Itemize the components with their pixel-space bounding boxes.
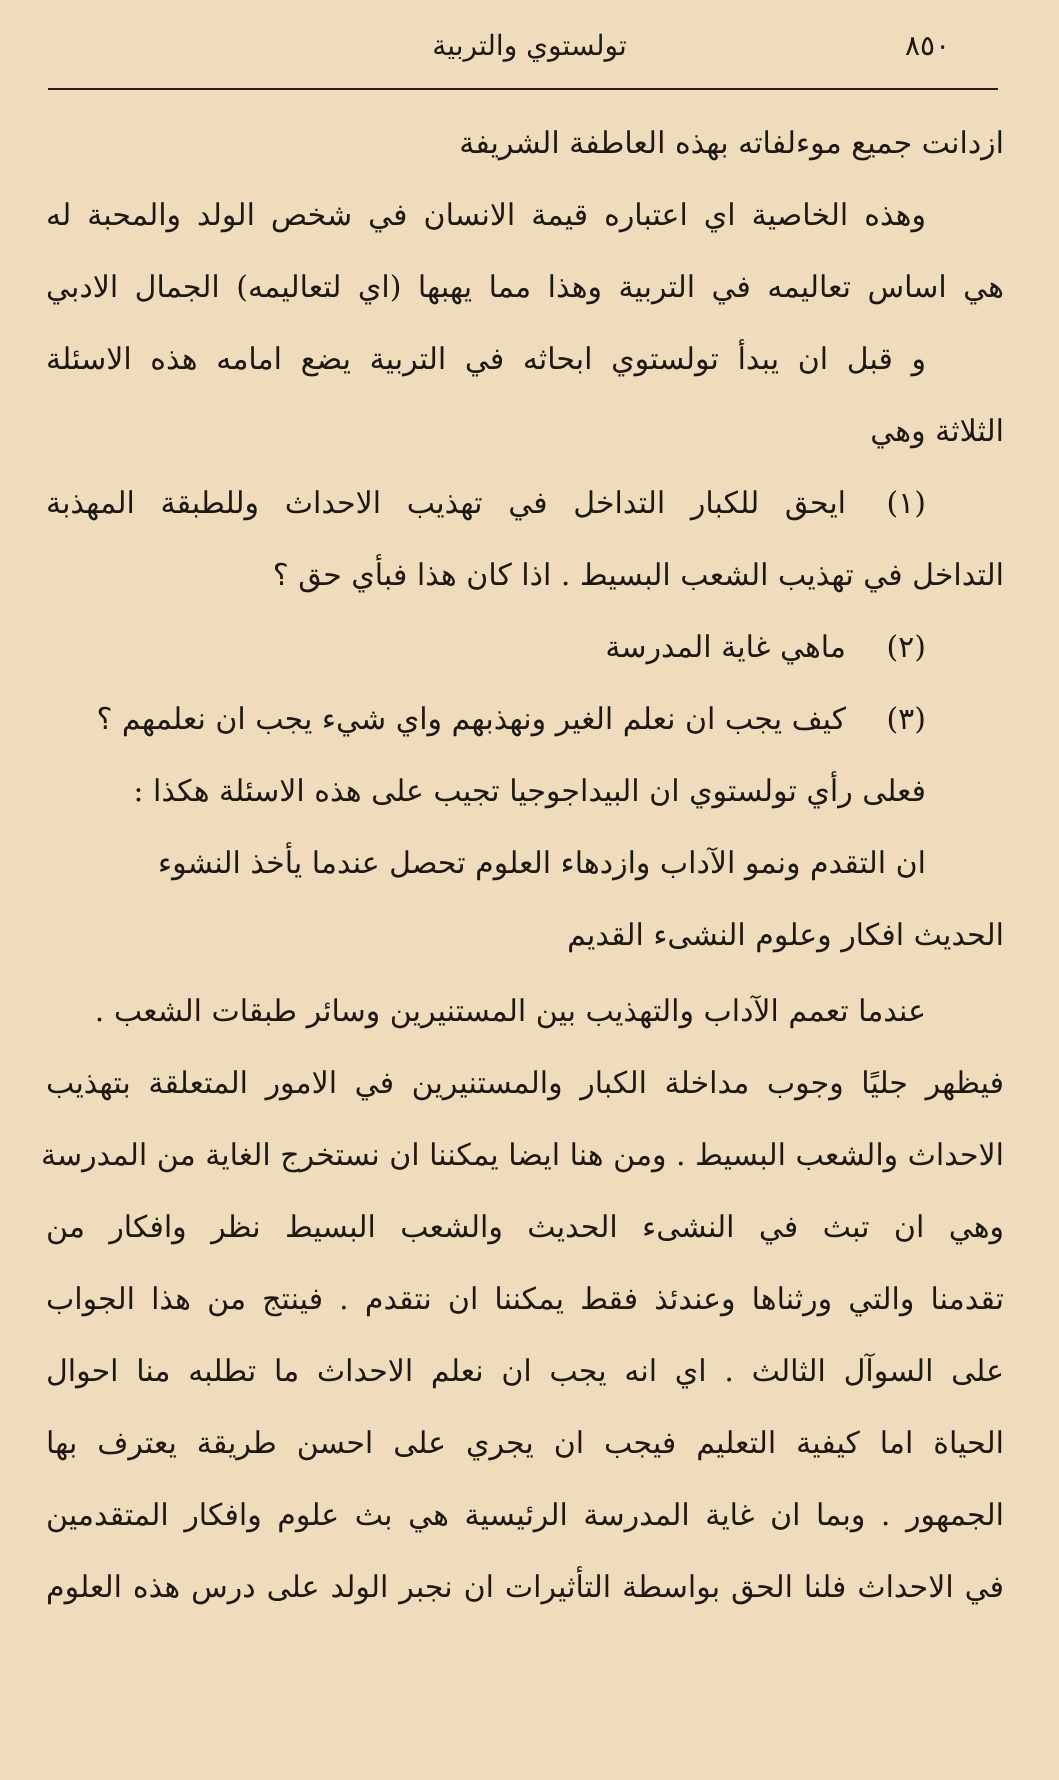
header-rule <box>48 88 998 90</box>
text-line: ازدانت جميع موءلفاته بهذه العاطفة الشريفة <box>459 126 1004 161</box>
question-item-3 <box>46 694 926 746</box>
question-marker: (٢) <box>886 630 926 665</box>
text-line: تقدمنا والتي ورثناها وعندئذ فقط يمكننا ان نتقدم . فينتج من هذا الجواب <box>46 1282 1004 1317</box>
text-line: وهذه الخاصية اي اعتباره قيمة الانسان في شخص الولد والمحبة له <box>46 198 926 233</box>
text-line: الثلاثة وهي <box>870 414 1004 449</box>
text-line: التداخل في تهذيب الشعب البسيط . اذا كان هذا فبأي حق ؟ <box>272 558 1004 593</box>
question-text: كيف يجب ان نعلم الغير ونهذبهم واي شيء يجب ان نعلمهم ؟ <box>96 702 846 737</box>
text-line: هي اساس تعاليمه في التربية وهذا مما يهبها (اي لتعاليمه) الجمال الادبي <box>46 270 1004 305</box>
page-title: تولستوي والتربية <box>432 29 627 62</box>
question-text: ماهي غاية المدرسة <box>605 630 846 665</box>
text-line: ان التقدم ونمو الآداب وازدهاء العلوم تحصل عندما يأخذ النشوء <box>157 846 926 881</box>
text-line: الحياة اما كيفية التعليم فيجب ان يجري على احسن طريقة يعترف بها <box>46 1426 1004 1461</box>
question-text: ايحق للكبار التداخل في تهذيب الاحداث وللطبقة المهذبة <box>46 486 846 521</box>
text-line: في الاحداث فلنا الحق بواسطة التأثيرات ان نجبر الولد على درس هذه العلوم <box>46 1570 1004 1605</box>
running-header <box>0 22 1059 72</box>
text-line: على السوآل الثالث . اي انه يجب ان نعلم الاحداث ما تطلبه منا احوال <box>46 1354 1004 1389</box>
text-line: الاحداث والشعب البسيط . ومن هنا ايضا يمكننا ان نستخرج الغاية من المدرسة <box>40 1138 1004 1173</box>
question-marker: (١) <box>886 486 926 521</box>
text-line: فيظهر جليًا وجوب مداخلة الكبار والمستنيرين في الامور المتعلقة بتهذيب <box>46 1066 1004 1101</box>
text-line: عندما تعمم الآداب والتهذيب بين المستنيرين وسائر طبقات الشعب . <box>94 994 926 1029</box>
text-line: الحديث افكار وعلوم النشىء القديم <box>567 918 1004 953</box>
question-marker: (٣) <box>886 702 926 737</box>
text-line: الجمهور . وبما ان غاية المدرسة الرئيسية هي بث علوم وافكار المتقدمين <box>46 1498 1004 1533</box>
body-text <box>0 118 1059 1758</box>
page-number: ٨٥٠ <box>905 29 951 62</box>
text-line: فعلى رأي تولستوي ان البيداجوجيا تجيب على هذه الاسئلة هكذا : <box>133 774 926 809</box>
question-item-2 <box>46 622 926 674</box>
question-item-1 <box>46 478 926 530</box>
text-line: و قبل ان يبدأ تولستوي ابحاثه في التربية يضع امامه هذه الاسئلة <box>46 342 926 377</box>
text-line: وهي ان تبث في النشىء الحديث والشعب البسيط نظر وافكار من <box>46 1210 1004 1245</box>
